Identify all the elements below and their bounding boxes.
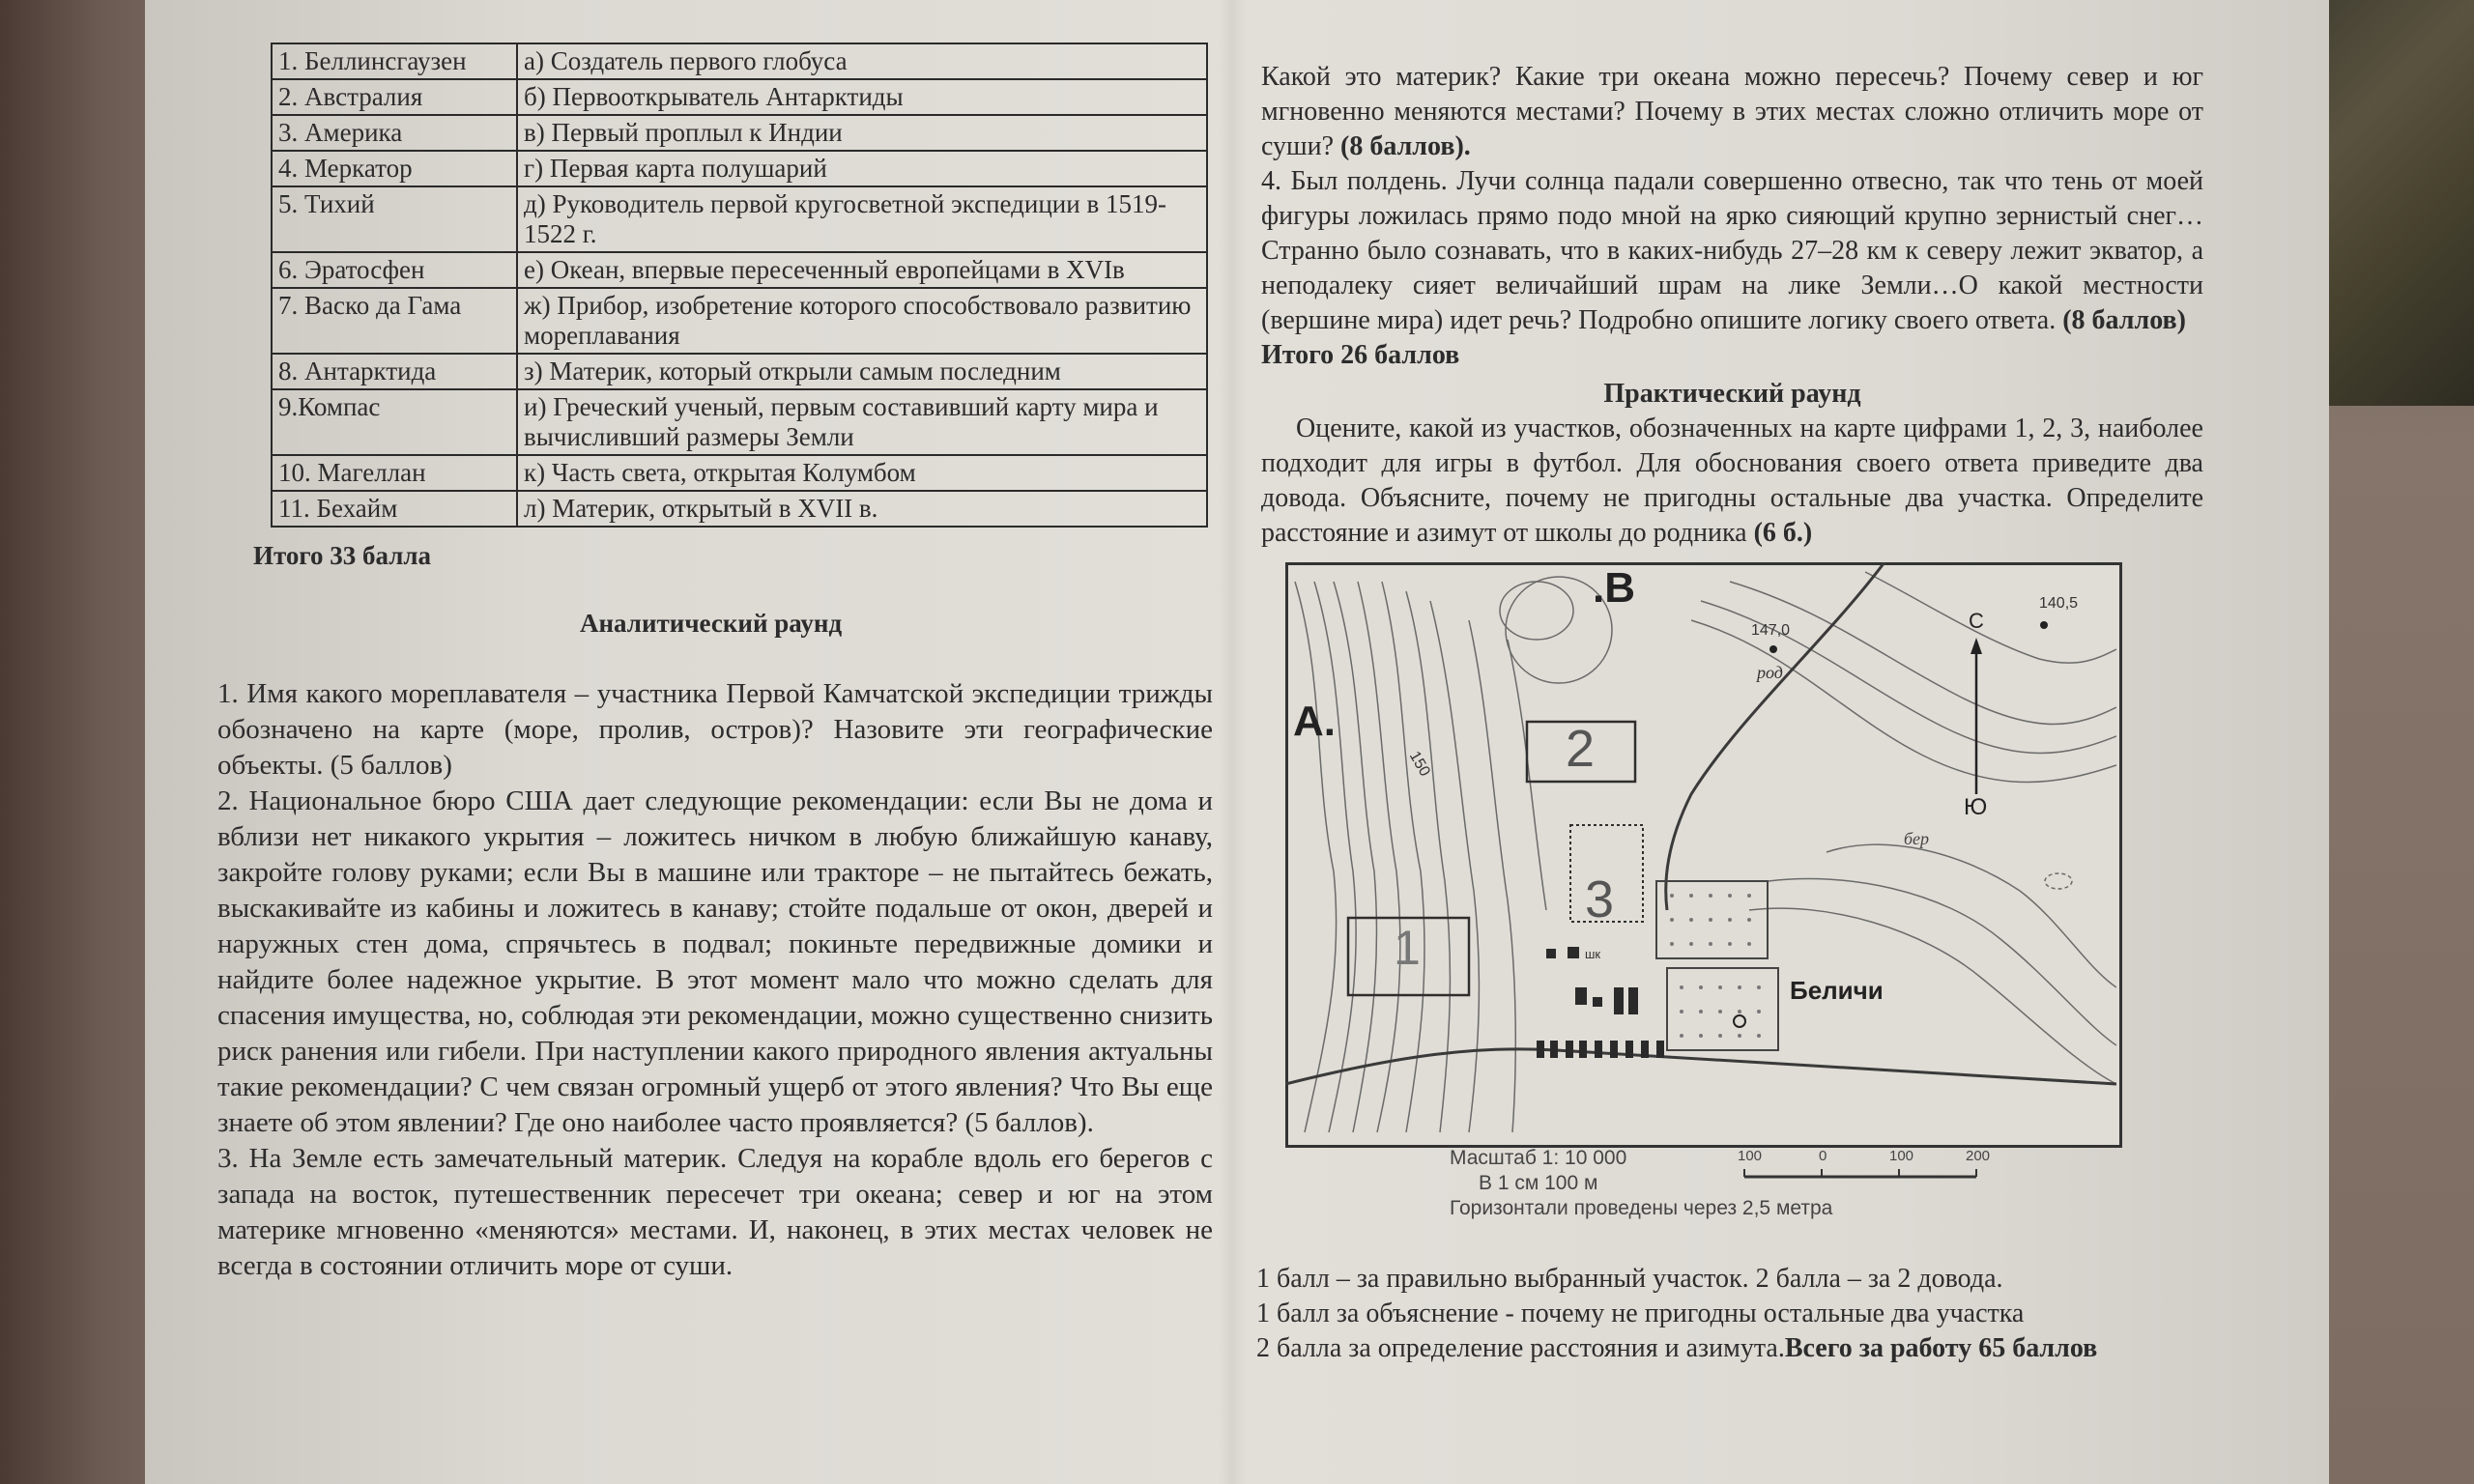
table-cell: е) Океан, впервые пересеченный европейцами в XVIв (517, 252, 1207, 288)
map-label-b: .В (1593, 564, 1635, 612)
table-row (272, 115, 1207, 151)
field (1667, 968, 1778, 1050)
table-cell: а) Создатель первого глобуса (517, 43, 1207, 79)
table-row (272, 491, 1207, 527)
plot-3-label: 3 (1585, 870, 1615, 928)
table-row (272, 389, 1207, 455)
grand-total: Всего за работу 65 баллов (1784, 1333, 2098, 1363)
section-total: Итого 33 балла (253, 541, 432, 570)
table-cell: к) Часть света, открытая Колумбом (517, 455, 1207, 491)
topographic-map (1285, 562, 2116, 1142)
table-cell: 8. Антарктида (272, 354, 517, 389)
spring-label: род (1757, 663, 1783, 682)
page-fold (1218, 0, 1247, 1484)
task-3: 3. На Земле есть замечательный материк. Следуя на корабле вдоль его берегов с запада на восток, путешественник пересечет три океана; север и юг на этом материке мгновенно «меняются» местами. И, наконец, в этих местах человек не всегда в состоянии отличить море от суши. (217, 1143, 1213, 1281)
table-cell: 2. Австралия (272, 79, 517, 115)
table-row (272, 186, 1207, 252)
shore-label: бер (1904, 829, 1930, 848)
table-row (272, 455, 1207, 491)
scale-tick: 0 (1819, 1148, 1827, 1164)
matching-table (271, 43, 1208, 528)
map-drawing (1285, 562, 2116, 1142)
section-total: Итого 26 баллов (1261, 340, 1460, 370)
elevation-label: 140,5 (2039, 595, 2079, 612)
elevation-label: 147,0 (1751, 622, 1791, 639)
table-cell: г) Первая карта полушарий (517, 151, 1207, 186)
scoring-line: 1 балл за объяснение - почему не пригодны остальные два участка (1256, 1298, 2025, 1328)
task-text: Какой это материк? Какие три океана можно пересечь? Почему север и юг мгновенно меняются местами? Почему в этих местах сложно отличить море от суши? (1261, 62, 2203, 161)
north-label: С (1969, 609, 1984, 633)
contour-note: Горизонтали проведены через 2,5 метра (1450, 1197, 1833, 1219)
right-column (1261, 60, 2203, 551)
field-dots (1670, 894, 1761, 1038)
table-cell: л) Материк, открытый в XVII в. (517, 491, 1207, 527)
map-label-a: А. (1293, 698, 1336, 745)
scale-unit: В 1 см 100 м (1479, 1172, 1598, 1194)
section-title: Аналитический раунд (580, 609, 843, 638)
table-row (272, 79, 1207, 115)
north-arrow-icon (1971, 638, 1982, 654)
table-row (272, 354, 1207, 389)
table-cell: 4. Меркатор (272, 151, 517, 186)
school-label: шк (1585, 947, 1601, 961)
table-cell: ж) Прибор, изобретение которого способствовало развитию мореплавания (517, 288, 1207, 354)
scoring-line (1256, 1331, 2223, 1366)
task-points: (8 баллов) (2062, 305, 2186, 335)
table-row (272, 252, 1207, 288)
elevation-point (2040, 621, 2048, 629)
contour-value-label: 150 (1405, 748, 1433, 780)
scoring-notes (1256, 1262, 2223, 1366)
scoring-line: 1 балл – за правильно выбранный участок. 2 балла – за 2 довода. (1256, 1264, 2003, 1294)
task-points: (6 б.) (1753, 518, 1813, 548)
table-cell: з) Материк, который открыли самым последним (517, 354, 1207, 389)
village-label: Беличи (1790, 976, 1884, 1005)
table-row (272, 288, 1207, 354)
task-text: 4. Был полдень. Лучи солнца падали совершенно отвесно, так что тень от моей фигуры ложилась прямо подо мной на ярко сияющий крупно зернистый снег… Странно было сознавать, что в каких-нибудь 27–28 км к северу лежит экватор, а неподалеку сияет величайший шрам на лике Земли…О какой местности (вершине мира) идет речь? Подробно опишите логику своего ответа. (1261, 166, 2203, 335)
elevation-point (1769, 645, 1777, 653)
task-3-continued (1261, 60, 2203, 164)
scoring-text: 2 балла за определение расстояния и азимута. (1256, 1333, 1785, 1363)
south-label: Ю (1964, 794, 1988, 820)
table-cell: 10. Магеллан (272, 455, 517, 491)
table-cell: в) Первый проплыл к Индии (517, 115, 1207, 151)
scale-bar (1740, 1148, 2000, 1196)
table-row (272, 151, 1207, 186)
scale-tick: 100 (1889, 1148, 1914, 1164)
table-cell: 7. Васко да Гама (272, 288, 517, 354)
table-cell: б) Первооткрыватель Антарктиды (517, 79, 1207, 115)
table-cell: 1. Беллинсгаузен (272, 43, 517, 79)
table-cell: 3. Америка (272, 115, 517, 151)
scale-text: Масштаб 1: 10 000 (1450, 1147, 1627, 1169)
scale-tick: 100 (1738, 1148, 1763, 1164)
practical-task (1261, 412, 2203, 551)
spring-icon (1734, 1015, 1745, 1027)
task-points: (8 баллов). (1340, 131, 1471, 161)
table-row (272, 43, 1207, 79)
roads (1285, 562, 2116, 1084)
buildings (1537, 947, 1664, 1058)
contour-lines (1295, 572, 2116, 1132)
task-2: 2. Национальное бюро США дает следующие рекомендации: если Вы не дома и вблизи нет никакого укрытия – ложитесь ничком в любую ближайшую канаву, закройте голову руками; если Вы в машине или тракторе – не пытайтесь бежать, выскакивайте из кабины и ложитесь в канаву; стойте подальше от окон, дверей и наружных стен дома, спрячьтесь в подвал; покиньте передвижные домики и найдите более надежное укрытие. В этот момент мало что можно сделать для спасения имущества, но, соблюдая эти рекомендации, можно существенно снизить риск ранения или гибели. При наступлении какого природного явления актуальны такие рекомендации? С чем связан огромный ущерб от этого явления? Что Вы еще знаете об этом явлении? Где оно наиболее часто проявляется? (5 баллов). (217, 785, 1213, 1138)
table-cell: 5. Тихий (272, 186, 517, 252)
plot-2-label: 2 (1566, 720, 1596, 778)
section-title: Практический раунд (1603, 379, 1861, 409)
task-text: Оцените, какой из участков, обозначенных на карте цифрами 1, 2, 3, наиболее подходит для игры в футбол. Для обоснования своего ответа приведите два довода. Объясните, почему не пригодны остальные два участка. Определите расстояние и азимут от школы до родника (1261, 414, 2203, 548)
table-cell: 6. Эратосфен (272, 252, 517, 288)
table-cell: 9.Компас (272, 389, 517, 455)
analytical-tasks (217, 676, 1213, 1284)
table-cell: 11. Бехайм (272, 491, 517, 527)
task-4 (1261, 164, 2203, 338)
table-cell: и) Греческий ученый, первым составивший карту мира и вычисливший размеры Земли (517, 389, 1207, 455)
task-1: 1. Имя какого мореплавателя – участника Первой Камчатской экспедиции трижды обозначено на карте (море, пролив, остров)? Назовите эти географические объекты. (5 баллов) (217, 678, 1213, 781)
scale-tick: 200 (1966, 1148, 1991, 1164)
plot-1-label: 1 (1394, 921, 1421, 975)
table-cell: д) Руководитель первой кругосветной экспедиции в 1519-1522 г. (517, 186, 1207, 252)
